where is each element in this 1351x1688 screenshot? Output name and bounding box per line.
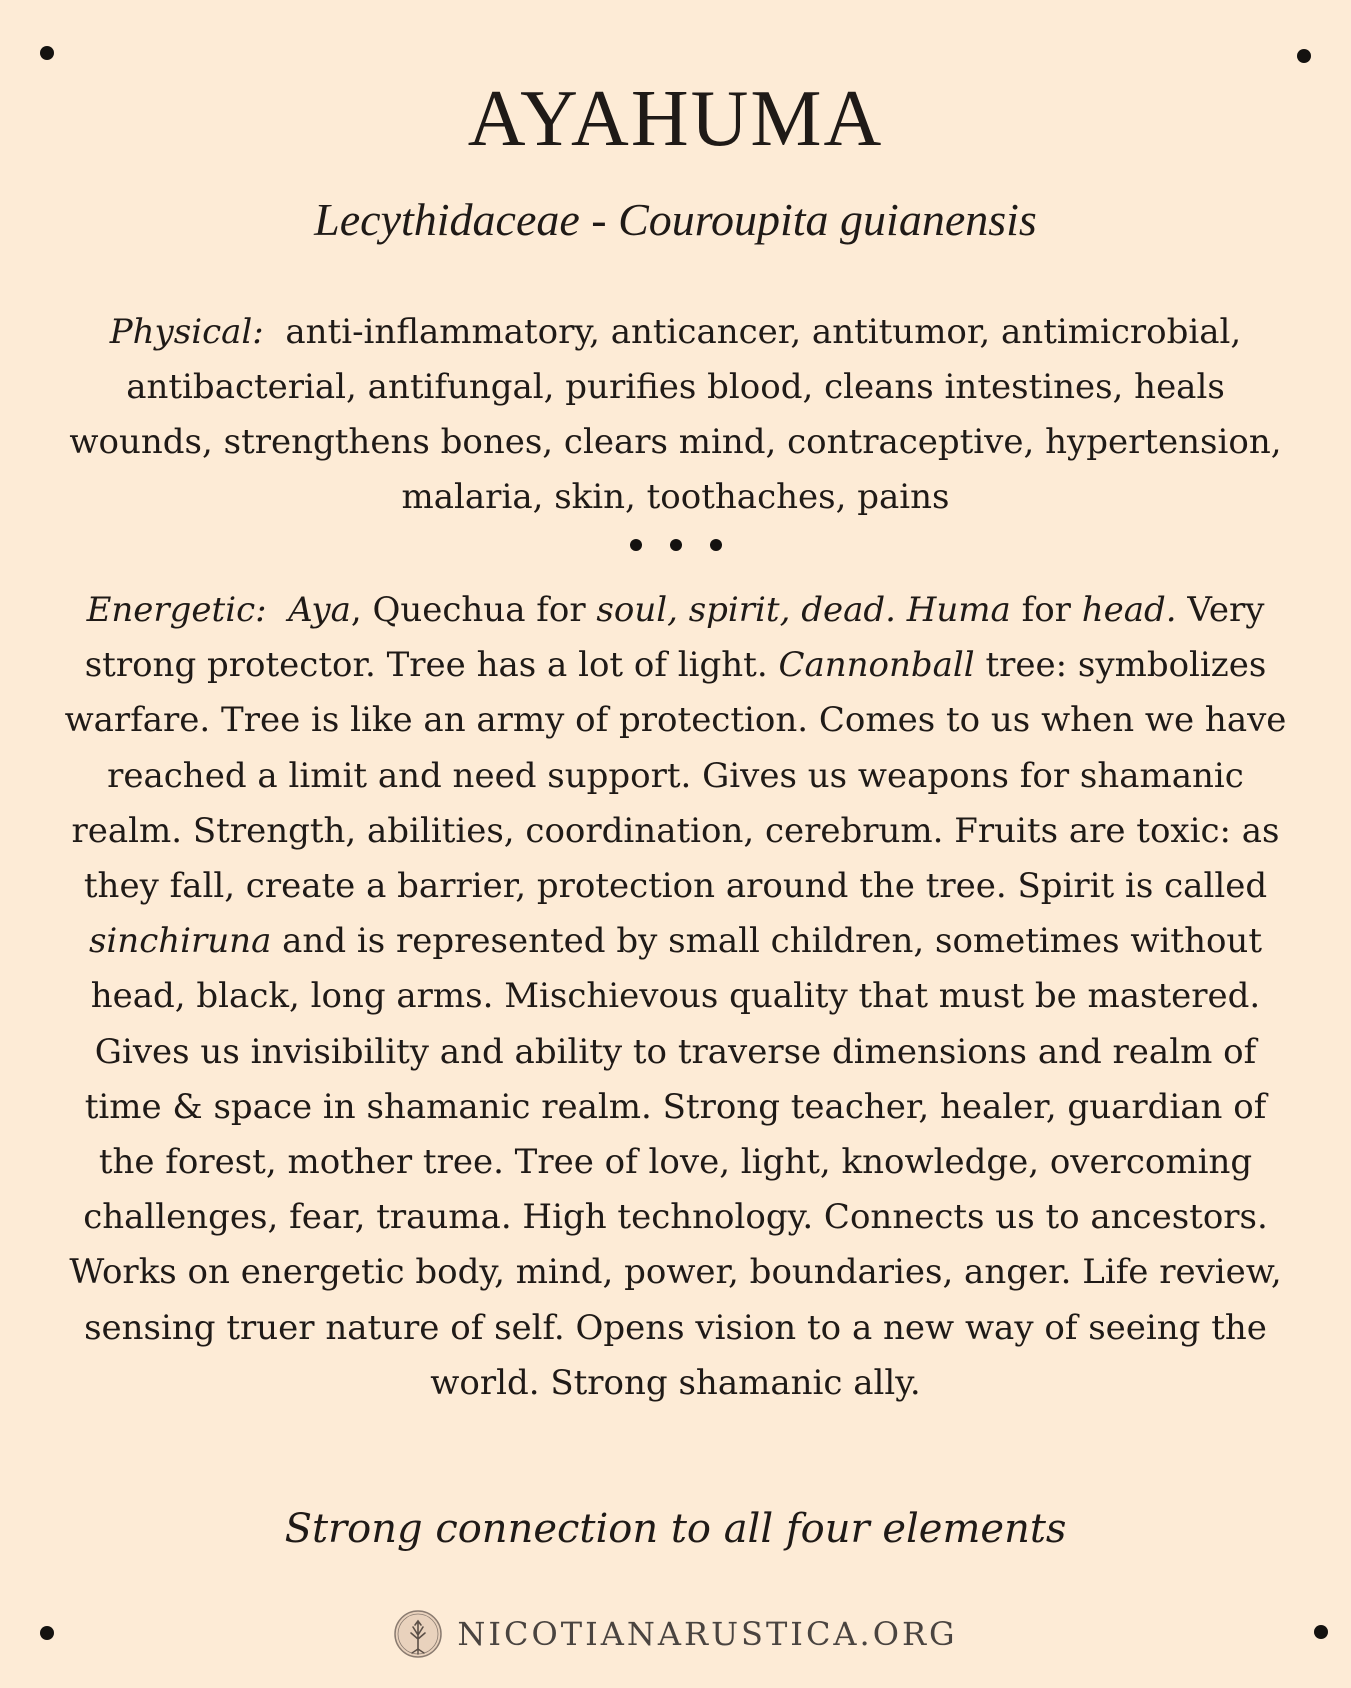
energetic-text: , Quechua for — [350, 590, 597, 630]
bullet-dot-icon — [670, 539, 682, 551]
energetic-text — [896, 590, 907, 630]
term-head: head. — [1081, 590, 1177, 630]
term-huma: Huma — [906, 590, 1011, 630]
energetic-text: Very strong protector. Tree has a lot of light. — [84, 590, 1265, 686]
physical-label: Physical: — [109, 312, 264, 352]
term-soul: soul, spirit, dead. — [596, 590, 896, 630]
energetic-section — [55, 583, 1296, 1411]
website-link[interactable]: NICOTIANARUSTICA.ORG — [457, 1615, 958, 1653]
footer — [0, 1604, 1351, 1664]
corner-dot-icon — [40, 46, 54, 60]
energetic-text: tree: symbolizes warfare. Tree is like an army of protection. Comes to us when we have reached a limit and need support. Gives us weapons for shamanic realm. Strength, abilities, coordination, cerebrum. Fruits are toxic: as they fall, create a barrier, protection around the tree. Spirit is called — [64, 645, 1287, 907]
tree-of-life-logo-icon — [393, 1609, 443, 1659]
closing-statement: Strong connection to all four elements — [284, 1506, 1067, 1552]
term-sinchiruna: sinchiruna — [88, 921, 272, 962]
corner-dot-icon — [1297, 49, 1311, 63]
section-separator — [0, 536, 1351, 556]
energetic-text: for — [1010, 590, 1082, 630]
energetic-label: Energetic: — [86, 590, 267, 630]
term-cannonball: Cannonball — [778, 645, 975, 686]
botanical-name: Lecythidaceae - Couroupita guianensis — [314, 194, 1037, 245]
bullet-dot-icon — [630, 539, 642, 551]
page-title: AYAHUMA — [467, 75, 884, 163]
physical-section — [60, 305, 1291, 525]
energetic-text: and is represented by small children, sometimes without head, black, long arms. Mischievous quality that must be mastered. Gives us invisibility and ability to traverse dimensions and realm of time & space in shamanic realm. Strong teacher, healer, guardian of the forest, mother tree. Tree of love, light, knowledge, overcoming challenges, fear, trauma. High technology. Connects us to ancestors. Works on energetic body, mind, power, boundaries, anger. Life review, sensing truer nature of self. Opens vision to a new way of seeing the world. Strong shamanic ally. — [69, 921, 1282, 1403]
bullet-dot-icon — [710, 539, 722, 551]
physical-text: anti-inflammatory, anticancer, antitumor, antimicrobial, antibacterial, antifungal, purifies blood, cleans intestines, heals wounds, strengthens bones, clears mind, contraceptive, hypertension, malaria, skin, toothaches, pains — [69, 312, 1282, 517]
term-aya: Aya — [288, 590, 351, 630]
